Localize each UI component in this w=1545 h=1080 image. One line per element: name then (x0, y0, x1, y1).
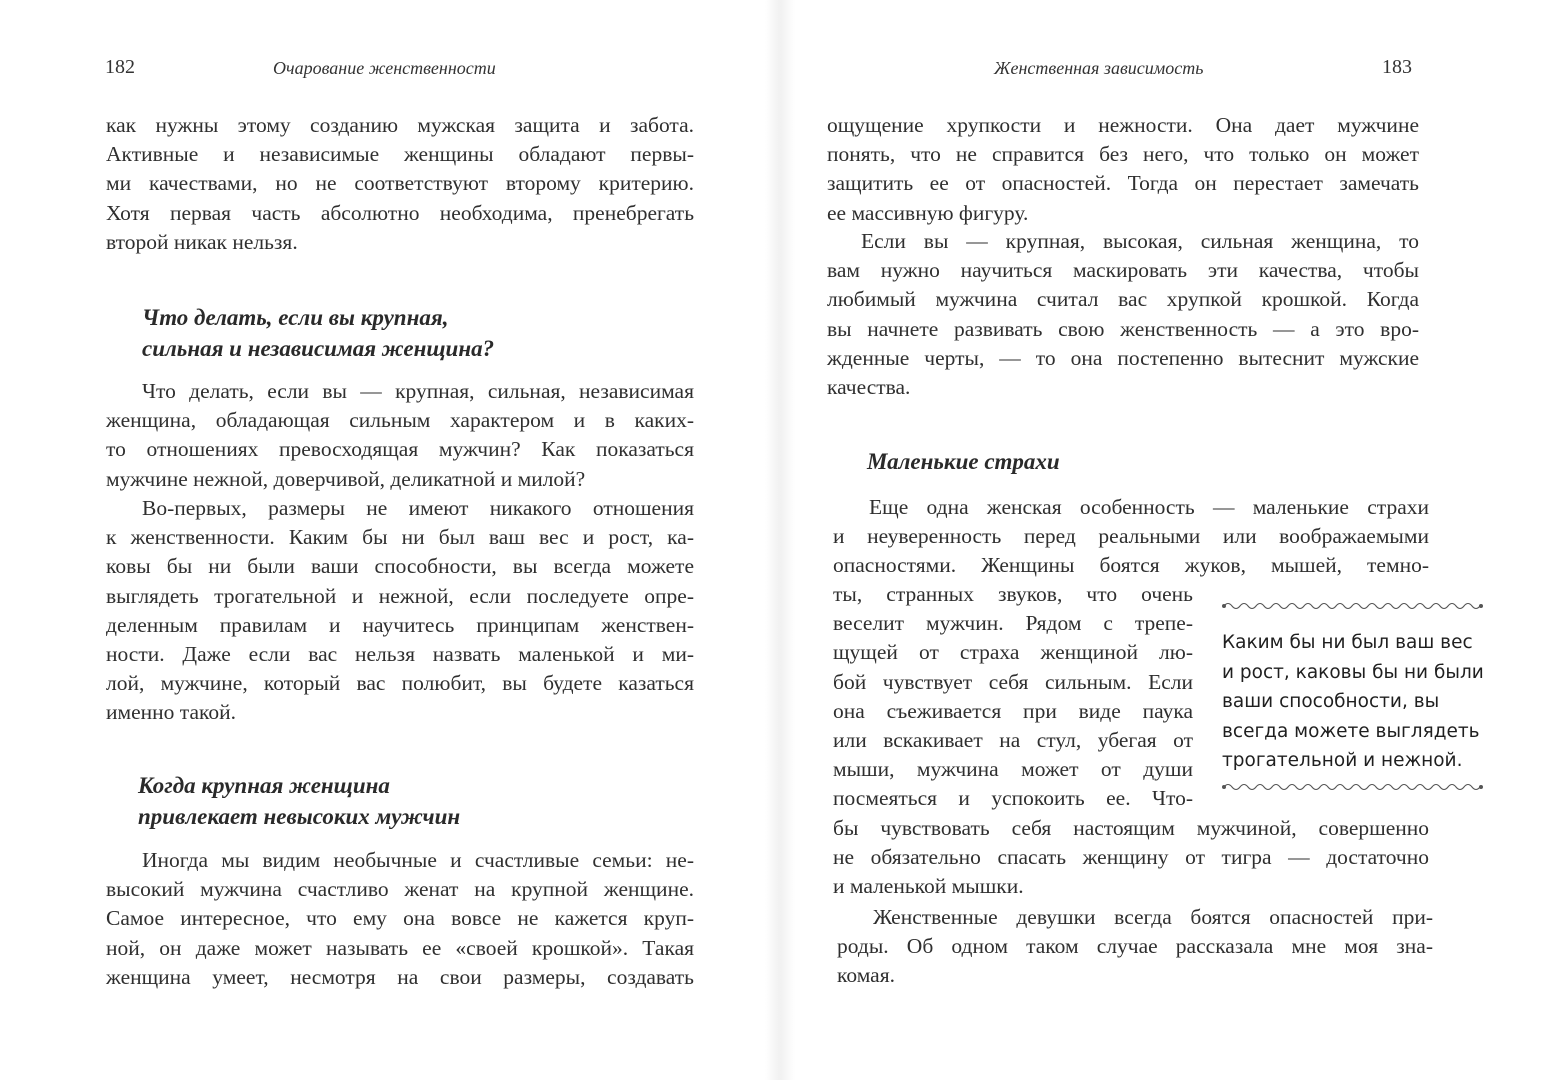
text-line: ощущение хрупкости и нежности. Она дает мужчине (827, 113, 1419, 137)
right-paragraph-3 (837, 903, 1433, 991)
section-heading (142, 302, 662, 364)
text-line: женщина умеет, несмотря на свои размеры, создавать (106, 964, 694, 989)
text-line: мужчине нежной, доверчивой, деликатной и милой? (106, 466, 586, 491)
left-paragraph-2 (106, 494, 694, 728)
text-line: лой, мужчине, который вас полюбит, вы будете казаться (106, 671, 694, 696)
text-line: именно такой. (106, 700, 236, 725)
text-line: опасностями. Женщины боятся жуков, мышей, темно- (833, 553, 1429, 578)
text-line: к женственности. Каким бы ни был ваш вес и рост, ка- (106, 525, 694, 550)
ornament-rule-bottom (1222, 781, 1484, 793)
text-line: посмеяться и успокоить ее. Что- (833, 786, 1193, 811)
text-line: комая. (837, 963, 895, 988)
text-line: ной, он даже может называть ее «своей крошкой». Такая (106, 935, 694, 960)
section-heading (867, 446, 1267, 477)
heading-line: Маленькие страхи (867, 449, 1060, 474)
text-line: и неуверенность перед реальными или воображаемыми (833, 524, 1429, 549)
quote-line: и рост, каковы бы ни были (1222, 661, 1484, 683)
heading-line: привлекает невысоких мужчин (138, 804, 461, 829)
heading-line: сильная и независимая женщина? (142, 336, 495, 361)
text-line: защитить ее от опасностей. Тогда он перестает замечать (827, 171, 1419, 196)
left-paragraph-3 (106, 846, 694, 992)
running-title-left: Очарование женственности (273, 58, 496, 78)
text-line: она съеживается при виде паука (833, 698, 1193, 723)
right-intro-paragraph (827, 111, 1419, 228)
right-page (775, 0, 1545, 1080)
text-line: веселит мужчин. Рядом с трепе- (833, 611, 1193, 636)
section-heading (138, 770, 658, 832)
pull-quote (1218, 598, 1486, 798)
page-number-left: 182 (105, 56, 135, 78)
text-line: Если вы — крупная, высокая, сильная женщина, то (861, 229, 1419, 253)
text-line: любимый мужчина считал вас хрупкой крошкой. Когда (827, 287, 1419, 312)
text-line: роды. Об одном таком случае рассказала мне моя зна- (837, 934, 1433, 959)
left-intro-paragraph (106, 111, 694, 257)
text-line: или вскакивает на стул, убегая от (833, 728, 1193, 753)
text-line: не обязательно спасать женщину от тигра — достаточно (833, 845, 1429, 870)
left-paragraph-1 (106, 377, 694, 494)
heading-line: Что делать, если вы крупная, (142, 305, 449, 330)
quote-line: трогательной и нежной. (1222, 750, 1463, 771)
text-line: ности. Даже если вас нельзя назвать маленькой и ми- (106, 642, 694, 667)
right-paragraph-2 (833, 493, 1429, 581)
text-line: и маленькой мышки. (833, 874, 1024, 899)
text-line: Что делать, если вы — крупная, сильная, независимая (142, 379, 694, 403)
page-number-right: 183 (1382, 56, 1412, 78)
heading-line: Когда крупная женщина (138, 773, 390, 798)
right-paragraph-1 (827, 227, 1419, 402)
text-line: бой чувствует себя сильным. Если (833, 669, 1193, 694)
text-line: бы чувствовать себя настоящим мужчиной, совершенно (833, 816, 1429, 840)
text-line: Самое интересное, что ему она вовсе не кажется круп- (106, 906, 694, 931)
text-line: ее массивную фигуру. (827, 200, 1029, 225)
text-line: мыши, мужчина может от души (833, 757, 1193, 782)
text-line: Хотя первая часть абсолютно необходима, пренебрегать (106, 200, 694, 225)
text-line: ми качествами, но не соответствуют второму критерию. (106, 171, 694, 196)
text-line: как нужны этому созданию мужская защита и забота. (106, 113, 694, 137)
text-line: женщина, обладающая сильным характером и в каких- (106, 408, 694, 433)
text-line: выглядеть трогательной и нежной, если последуете опре- (106, 583, 694, 608)
text-line: ты, странных звуков, что очень (833, 582, 1193, 606)
text-line: ковы бы ни были ваши способности, вы всегда можете (106, 554, 694, 579)
quote-line: Каким бы ни был ваш вес (1222, 632, 1473, 653)
left-page (0, 0, 770, 1080)
right-paragraph-2-wrapped (833, 580, 1193, 814)
text-line: Активные и независимые женщины обладают первы- (106, 142, 694, 167)
text-line: то отношениях превосходящая мужчин? Как показаться (106, 437, 694, 462)
text-line: Еще одна женская особенность — маленькие страхи (869, 495, 1429, 519)
quote-line: всегда можете выглядеть (1222, 720, 1480, 742)
text-line: Женственные девушки всегда боятся опасностей при- (873, 905, 1433, 929)
text-line: вам нужно научиться маскировать эти качества, чтобы (827, 258, 1419, 283)
ornament-rule-top (1222, 600, 1484, 612)
text-line: Иногда мы видим необычные и счастливые семьи: не- (142, 848, 694, 872)
text-line: высокий мужчина счастливо женат на крупной женщине. (106, 877, 694, 902)
text-line: деленным правилам и научитесь принципам женствен- (106, 612, 694, 637)
text-line: вы начнете развивать свою женственность — а это вро- (827, 316, 1419, 341)
text-line: жденные черты, — то она постепенно вытеснит мужские (827, 345, 1419, 370)
quote-line: ваши способности, вы (1222, 691, 1440, 712)
right-paragraph-2-tail (833, 814, 1429, 902)
text-line: второй никак нельзя. (106, 229, 298, 254)
text-line: щущей от страха женщиной лю- (833, 640, 1193, 665)
text-line: понять, что не справится без него, что только он может (827, 142, 1419, 167)
text-line: качества. (827, 375, 911, 400)
running-title-right: Женственная зависимость (994, 58, 1204, 78)
text-line: Во-первых, размеры не имеют никакого отношения (142, 496, 694, 520)
